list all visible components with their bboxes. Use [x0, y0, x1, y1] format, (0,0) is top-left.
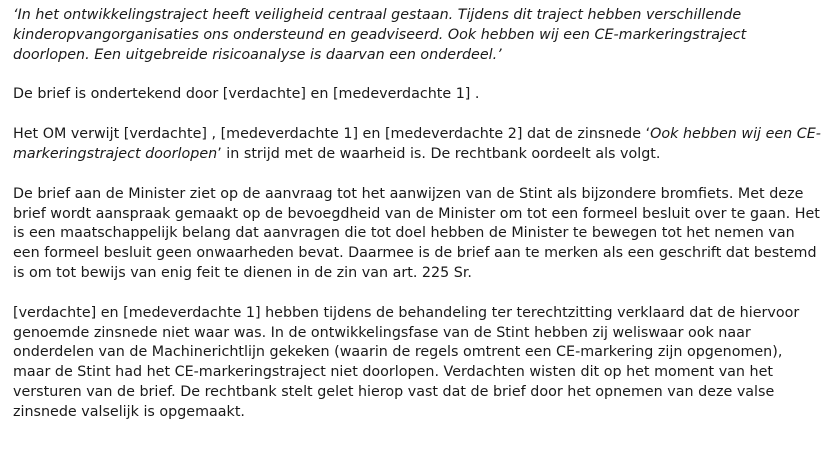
signature-paragraph: De brief is ondertekend door [verdachte] en [medeverdachte 1] . — [13, 86, 480, 103]
court-assessment-paragraph: De brief aan de Minister ziet op de aanvraag tot het aanwijzen van de Stint als bijzondere bromfiets. Met deze brief wordt aanspraak gemaakt op de bevoegdheid van de Minister om tot een formeel besluit over te gaan. Het is een maatschappelijk belang dat aanvragen die tot doel hebben de Minister te bewegen tot het nemen van een formeel besluit geen onwaarheden bevat. Daarmee is de brief aan te merken als een geschrift dat bestemd is om tot bewijs van enig feit te dienen in de zin van art. 225 Sr. — [13, 185, 820, 281]
quote-paragraph: ‘In het ontwikkelingstraject heeft veiligheid centraal gestaan. Tijdens dit traject hebben verschillende kinderopvangorganisaties ons ondersteund en geadviseerd. Ook hebben wij een CE-markeringstraject doorlopen. Een uitgebreide risicoanalyse is daarvan een onderdeel.’ — [13, 7, 747, 63]
accusation-paragraph — [13, 125, 824, 165]
accusation-text-before: Het OM verwijt [verdachte] , [medeverdachte 1] en [medeverdachte 2] dat de zinsnede ‘ — [13, 126, 651, 143]
accusation-text-after: ’ in strijd met de waarheid is. De rechtbank oordeelt als volgt. — [217, 145, 661, 162]
court-finding-paragraph: [verdachte] en [medeverdachte 1] hebben tijdens de behandeling ter terechtzitting verklaard dat de hiervoor genoemde zinsnede niet waar was. In de ontwikkelingsfase van de Stint hebben zij weliswaar ook naar onderdelen van de Machinerichtlijn gekeken (waarin de regels omtrent een CE-markering zijn opgenomen), maar de Stint had het CE-markeringstraject niet doorlopen. Verdachten wisten dit op het moment van het versturen van de brief. De rechtbank stelt gelet hierop vast dat de brief door het opnemen van deze valse zinsnede valselijk is opgemaakt. — [13, 304, 800, 420]
accusation-quoted-phrase: Ook hebben wij een CE-markeringstraject doorlopen — [13, 126, 821, 162]
